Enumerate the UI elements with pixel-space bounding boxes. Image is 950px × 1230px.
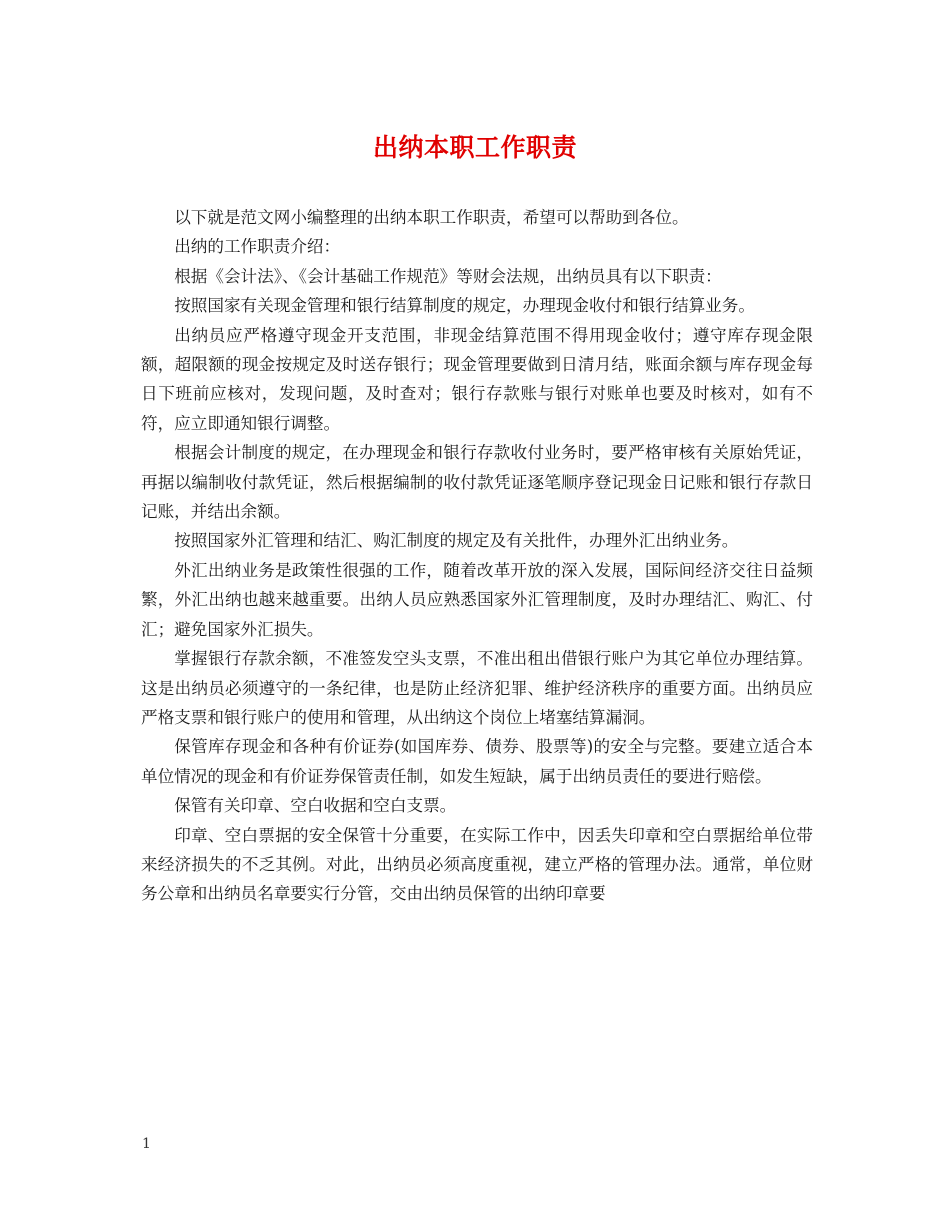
document-body <box>141 203 813 909</box>
paragraph-10: 保管库存现金和各种有价证券(如国库券、债券、股票等)的安全与完整。要建立适合本单位情况的现金和有价证券保管责任制，如发生短缺，属于出纳员责任的要进行赔偿。 <box>141 737 813 786</box>
paragraph-8: 外汇出纳业务是政策性很强的工作，随着改革开放的深入发展，国际间经济交往日益频繁，外汇出纳也越来越重要。出纳人员应熟悉国家外汇管理制度，及时办理结汇、购汇、付汇；避免国家外汇损失。 <box>141 560 813 639</box>
paragraph-6: 根据会计制度的规定，在办理现金和银行存款收付业务时，要严格审核有关原始凭证，再据以编制收付款凭证，然后根据编制的收付款凭证逐笔顺序登记现金日记账和银行存款日记账，并结出余额。 <box>141 443 813 522</box>
paragraph-9: 掌握银行存款余额，不准签发空头支票，不准出租出借银行账户为其它单位办理结算。这是出纳员必须遵守的一条纪律，也是防止经济犯罪、维护经济秩序的重要方面。出纳员应严格支票和银行账户的使用和管理，从出纳这个岗位上堵塞结算漏洞。 <box>141 649 813 727</box>
paragraph-1: 以下就是范文网小编整理的出纳本职工作职责，希望可以帮助到各位。 <box>174 208 689 227</box>
paragraph-7: 按照国家外汇管理和结汇、购汇制度的规定及有关批件，办理外汇出纳业务。 <box>174 531 739 551</box>
document-title: 出纳本职工作职责 <box>372 133 577 162</box>
page-number: 1 <box>142 1136 151 1152</box>
paragraph-11: 保管有关印章、空白收据和空白支票。 <box>174 796 457 816</box>
paragraph-12: 印章、空白票据的安全保管十分重要，在实际工作中，因丢失印章和空白票据给单位带来经济损失的不乏其例。对此，出纳员必须高度重视，建立严格的管理办法。通常，单位财务公章和出纳员名章要实行分管，交由出纳员保管的出纳印章要 <box>141 825 813 904</box>
paragraph-5: 出纳员应严格遵守现金开支范围，非现金结算范围不得用现金收付；遵守库存现金限额，超限额的现金按规定及时送存银行；现金管理要做到日清月结，账面余额与库存现金每日下班前应核对，发现问题，及时查对；银行存款账与银行对账单也要及时核对，如有不符，应立即通知银行调整。 <box>141 325 813 433</box>
paragraph-2: 出纳的工作职责介绍： <box>174 237 341 257</box>
paragraph-3: 根据《会计法》、《会计基础工作规范》等财会法规，出纳员具有以下职责： <box>174 266 722 286</box>
paragraph-4: 按照国家有关现金管理和银行结算制度的规定，办理现金收付和银行结算业务。 <box>174 296 755 316</box>
